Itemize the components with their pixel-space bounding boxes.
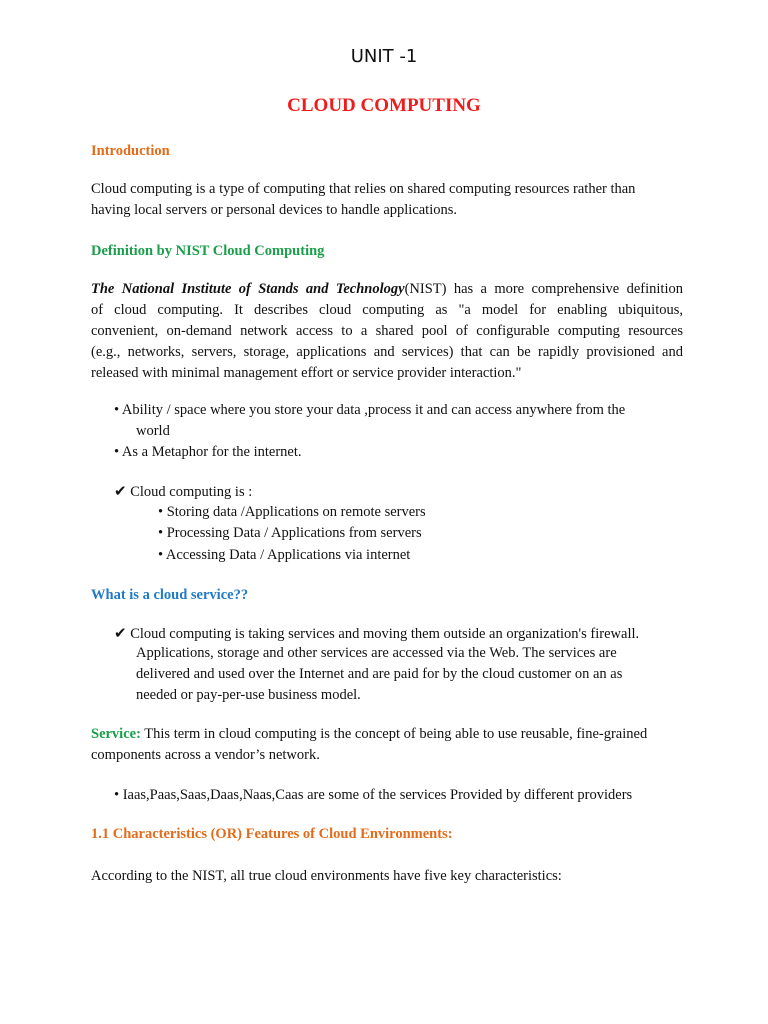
cloud-service-text-1: Cloud computing is taking services and moving them outside an organization's firewall. bbox=[130, 626, 640, 642]
cloud-is-line bbox=[114, 481, 252, 503]
nist-line-3: convenient, on-demand network access to a shared pool of configurable computing resources bbox=[91, 323, 683, 339]
bullet-ability-line-1: • Ability / space where you store your data ,process it and can access anywhere from the bbox=[114, 402, 626, 418]
nist-line-2: of cloud computing. It describes cloud computing as "a model for enabling ubiquitous, bbox=[91, 302, 683, 318]
cloud-is-item-accessing: • Accessing Data / Applications via internet bbox=[158, 547, 411, 563]
cloud-service-line-1 bbox=[114, 623, 639, 645]
nist-line-4: (e.g., networks, servers, storage, applications and services) that can be rapidly provisioned and bbox=[91, 344, 683, 360]
cloud-service-line-3: delivered and used over the Internet and are paid for by the cloud customer on an as bbox=[136, 666, 623, 682]
nist-line-1-rest: (NIST) has a more comprehensive definition bbox=[404, 281, 683, 297]
cloud-is-item-processing: • Processing Data / Applications from servers bbox=[158, 525, 422, 541]
page-title: CLOUD COMPUTING bbox=[287, 95, 481, 116]
cloud-service-line-2: Applications, storage and other services are accessed via the Web. The services are bbox=[136, 645, 617, 661]
unit-label: UNIT -1 bbox=[350, 46, 418, 67]
bullet-ability-line-2: world bbox=[136, 423, 170, 439]
nist-paragraph bbox=[91, 279, 683, 384]
nist-heading: Definition by NIST Cloud Computing bbox=[91, 243, 325, 259]
service-def-line-2: components across a vendor’s network. bbox=[91, 747, 320, 763]
nist-line-1 bbox=[91, 279, 683, 300]
cloud-is-item-storing: • Storing data /Applications on remote servers bbox=[158, 504, 426, 520]
service-def-text: This term in cloud computing is the concept of being able to use reusable, fine-grained bbox=[140, 726, 648, 742]
cloud-service-heading: What is a cloud service?? bbox=[91, 587, 249, 603]
characteristics-heading: 1.1 Characteristics (OR) Features of Cloud Environments: bbox=[91, 826, 453, 842]
service-label: Service: bbox=[91, 726, 141, 742]
service-def-line-1 bbox=[91, 724, 647, 745]
intro-line-1: Cloud computing is a type of computing that relies on shared computing resources rather than bbox=[91, 181, 636, 197]
introduction-heading: Introduction bbox=[91, 143, 170, 159]
cloud-service-line-4: needed or pay-per-use business model. bbox=[136, 687, 361, 703]
cloud-is-label: Cloud computing is : bbox=[130, 484, 253, 500]
characteristics-intro: According to the NIST, all true cloud environments have five key characteristics: bbox=[91, 868, 562, 884]
bullet-metaphor: • As a Metaphor for the internet. bbox=[114, 444, 302, 460]
services-bullet: • Iaas,Paas,Saas,Daas,Naas,Caas are some of the services Provided by different providers bbox=[114, 787, 633, 803]
nist-line-5: released with minimal management effort or service provider interaction." bbox=[91, 365, 522, 381]
intro-line-2: having local servers or personal devices to handle applications. bbox=[91, 202, 458, 218]
nist-emphasis: The National Institute of Stands and Technology bbox=[91, 281, 405, 297]
check-icon: ✔ bbox=[114, 482, 127, 500]
check-icon: ✔ bbox=[114, 624, 127, 642]
